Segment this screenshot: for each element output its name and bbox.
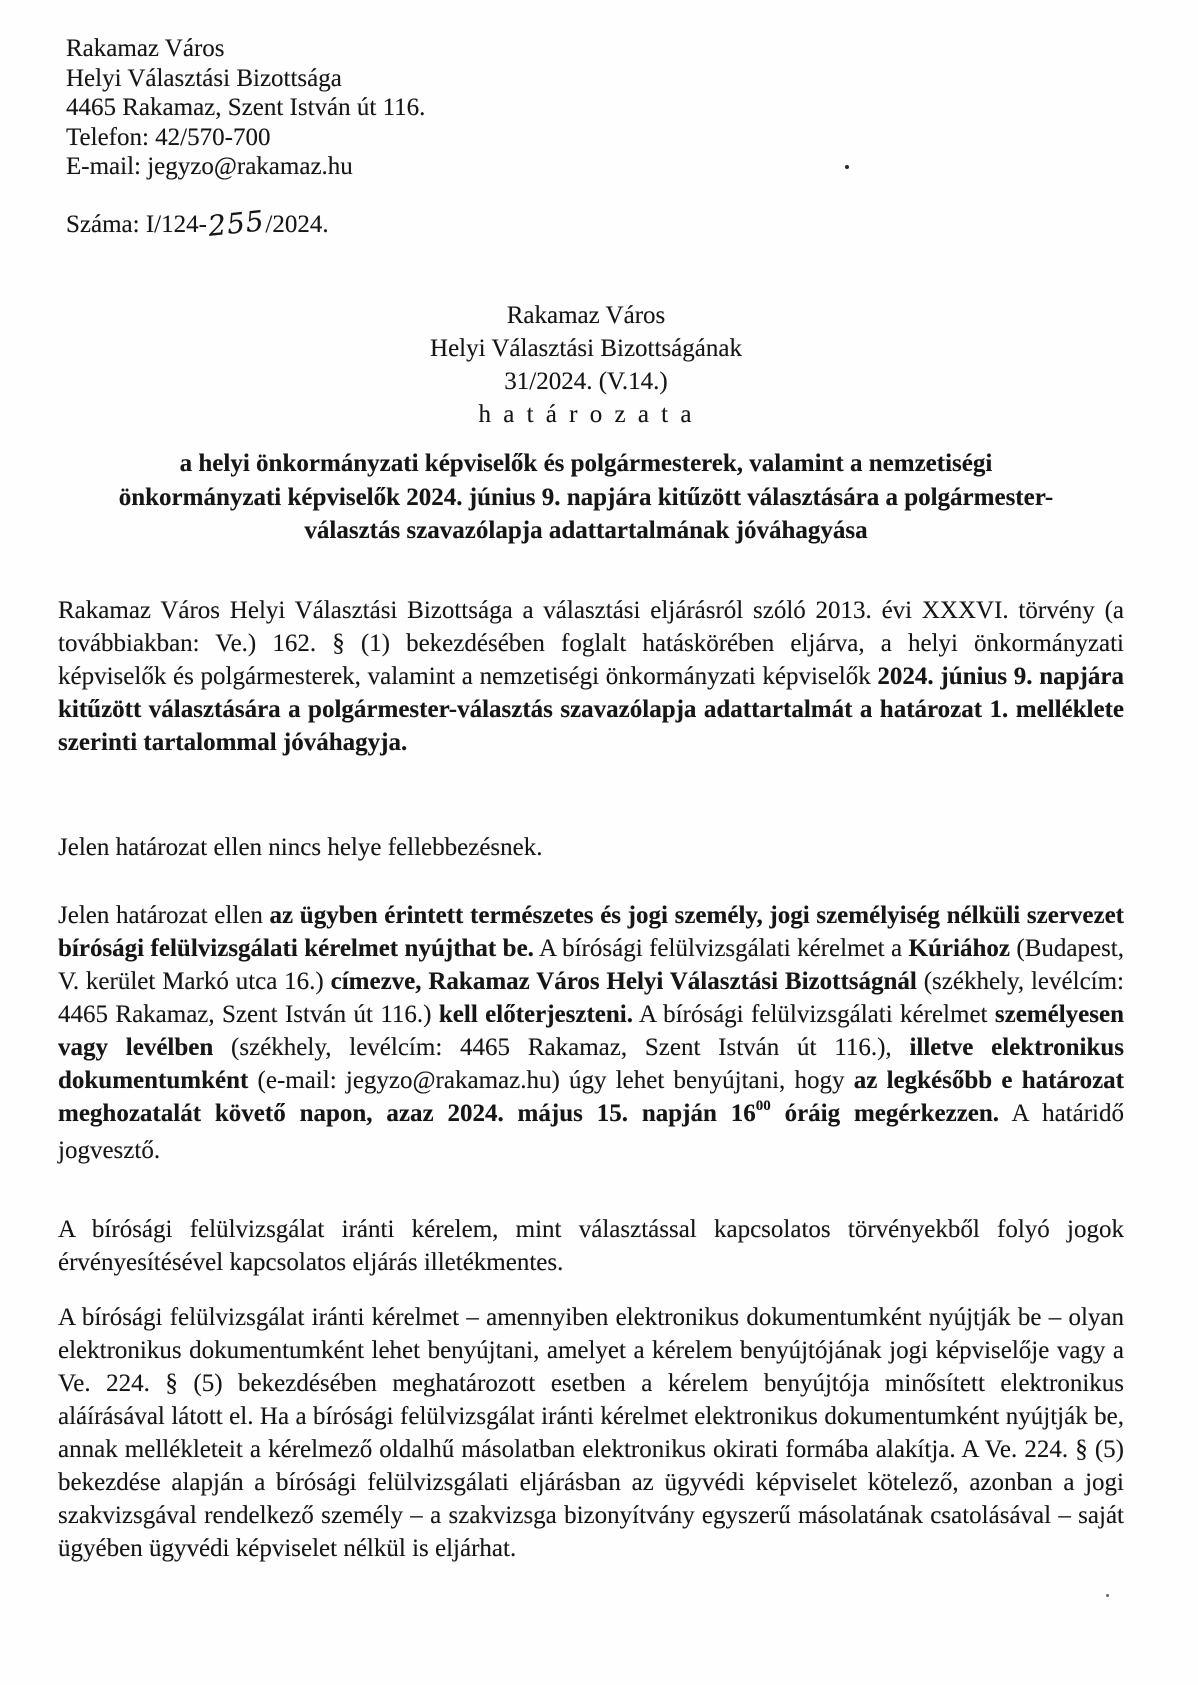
- subject-line: a helyi önkormányzati képviselők és polgármesterek, valamint a nemzetiségi: [179, 450, 993, 477]
- subject-heading: [58, 447, 1114, 548]
- case-number-prefix: Száma: I/124-: [66, 211, 207, 238]
- scan-speck: [1106, 1594, 1109, 1597]
- case-number-line: [66, 204, 329, 243]
- decision-title-number: 31/2024. (V.14.): [504, 368, 668, 395]
- decision-title-block: [58, 299, 1114, 431]
- paragraph-judicial-review: Jelen határozat ellen az ügyben érintett természetes és jogi személy, jogi személyiség nélküli szervezet bírósági felülvizsgálati kérelmet nyújthat be. A bírósági felülvizsgálati kérelmet a Kúriához (Budapest, V. kerület Markó utca 16.) címezve, Rakamaz Város Helyi Választási Bizottságnál (székhely, levélcím: 4465 Rakamaz, Szent István út 116.) kell előterjeszteni. A bírósági felülvizsgálati kérelmet személyesen vagy levélben (székhely, levélcím: 4465 Rakamaz, Szent István út 116.), illetve elektronikus dokumentumként (e-mail: jegyzo@rakamaz.hu) úgy lehet benyújtani, hogy az legkésőbb e határozat meghozatalát követő napon, azaz 2024. május 15. napján $16^{00}$ óráig megérkezzen. A határidő jogvesztő.: [58, 902, 1125, 1164]
- decision-title-committee: Helyi Választási Bizottságának: [430, 335, 742, 362]
- scan-speck: [845, 165, 849, 169]
- letterhead-organization-line2: Helyi Választási Bizottsága: [66, 64, 342, 92]
- case-number-suffix: /2024.: [265, 211, 329, 238]
- handwritten-case-number: 255: [206, 204, 267, 243]
- paragraph-fee-exempt: A bírósági felülvizsgálat iránti kérelem, mint választással kapcsolatos törvényekből folyó jogok érvényesítésével kapcsolatos eljárás illetékmentes.: [58, 1216, 1124, 1276]
- decision-title-city: Rakamaz Város: [506, 302, 666, 329]
- letterhead: [66, 34, 425, 182]
- letterhead-address: 4465 Rakamaz, Szent István út 116.: [66, 94, 426, 121]
- letterhead-phone: Telefon: 42/570-700: [66, 123, 271, 151]
- paragraph-no-appeal: Jelen határozat ellen nincs helye fellebbezésnek.: [58, 834, 543, 861]
- paragraph-electronic-submission: A bírósági felülvizsgálat iránti kérelmet – amennyiben elektronikus dokumentumként nyújtják be – olyan elektronikus dokumentumként lehet benyújtani, amelyet a kérelem benyújtójának jogi képviselője vagy a Ve. 224. § (5) bekezdésében meghatározott esetben a kérelem benyújtója minősített elektronikus aláírásával látott el. Ha a bírósági felülvizsgálat iránti kérelmet elektronikus dokumentumként nyújtják be, annak mellékleteit a kérelmező oldalhű másolatban elektronikus okirati formába alakítja. A Ve. 224. § (5) bekezdése alapján a bírósági felülvizsgálati eljárásban az ügyvédi képviselet kötelező, azonban a jogi szakvizsgával rendelkező személy – a szakvizsga bizonyítvány egyszerű másolatának csatolásával – saját ügyében ügyvédi képviselet nélkül is eljárhat.: [58, 1304, 1124, 1562]
- letterhead-organization-line1: Rakamaz Város: [66, 35, 225, 62]
- subject-line: választás szavazólapja adattartalmának jóváhagyása: [304, 517, 868, 544]
- subject-line: önkormányzati képviselők 2024. június 9. napjára kitűzött választására a polgármester-: [118, 483, 1054, 511]
- paragraph-operative: Rakamaz Város Helyi Választási Bizottsága a választási eljárásról szóló 2013. évi XXXVI. törvény (a továbbiakban: Ve.) 162. § (1) bekezdésében foglalt hatáskörében eljárva, a helyi önkormányzati képviselők és polgármesterek, valamint a nemzetiségi önkormányzati képviselők 2024. június 9. napjára kitűzött választására a polgármester-választás szavazólapja adattartalmát a határozat 1. melléklete szerinti tartalommal jóváhagyja.: [58, 597, 1124, 756]
- decision-title-word: h a t á r o z a t a: [478, 401, 694, 428]
- letterhead-email: E-mail: jegyzo@rakamaz.hu: [66, 153, 353, 180]
